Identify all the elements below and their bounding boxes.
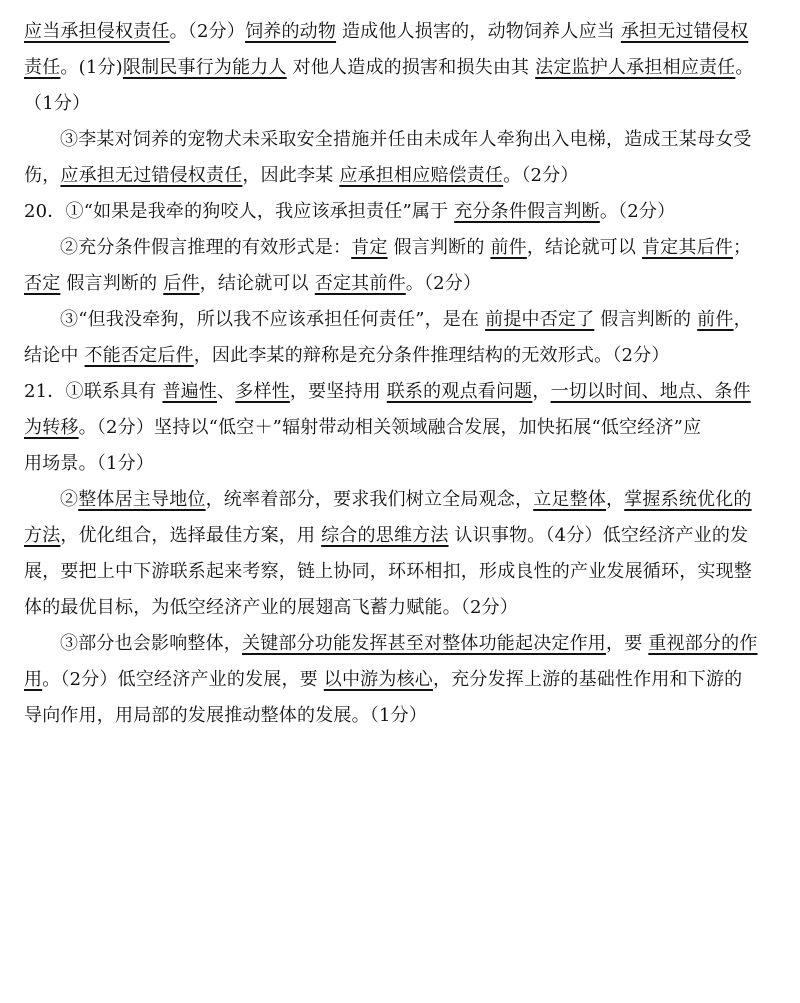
underlined-answer: 饲养的动物	[245, 21, 337, 42]
text-segment: 导向作用，用局部的发展推动整体的发展。（1分）	[24, 705, 428, 726]
text-segment: 、	[217, 381, 236, 402]
text-segment: ，结论就可以	[526, 237, 642, 258]
text-segment: ，因此李某的辩称是充分条件推理结构的无效形式。（2分）	[193, 345, 670, 366]
text-segment: ，	[606, 489, 625, 510]
underlined-answer: 责任	[24, 57, 61, 78]
text-segment: 。（2分）坚持以“低空＋”辐射带动相关领域融合发展，加快拓展“低空经济”应	[78, 417, 702, 438]
underlined-answer: 综合的思维方法	[321, 525, 449, 546]
underlined-answer: 承担无过错侵权	[620, 21, 749, 42]
underlined-answer: 后件	[163, 273, 200, 294]
text-segment: ，	[532, 381, 551, 402]
text-segment: ，要坚持用	[289, 381, 387, 402]
text-segment: 。（2分）	[599, 201, 676, 222]
text-segment: ③李某对饲养的宠物犬未采取安全措施并任由未成年人牵狗出入电梯，造成王某母女受	[60, 129, 752, 150]
text-line	[24, 446, 774, 482]
text-segment: 假言判断的	[60, 273, 164, 294]
underlined-answer: 法定监护人承担相应责任	[535, 57, 736, 78]
text-segment: ②	[60, 489, 79, 510]
text-line	[24, 374, 774, 410]
text-segment: 认识事物。（4分）低空经济产业的发	[448, 525, 749, 546]
text-segment: ③“但我没牵狗，所以我不应该承担任何责任”，是在	[60, 309, 486, 330]
text-segment: 。（2分）	[169, 21, 246, 42]
text-segment: 。(1分)	[60, 57, 123, 78]
underlined-answer: 关键部分功能发挥甚至对整体功能起决定作用	[242, 633, 606, 654]
text-segment: ③部分也会影响整体，	[60, 633, 242, 654]
text-line	[24, 302, 774, 338]
text-segment: 假言判断的	[594, 309, 698, 330]
text-segment: 21．①联系具有	[24, 381, 163, 402]
underlined-answer: 肯定	[351, 237, 388, 258]
text-line	[24, 482, 774, 518]
text-line	[24, 662, 774, 698]
text-segment: ，要	[606, 633, 649, 654]
text-line	[24, 266, 774, 302]
text-line	[24, 410, 774, 446]
underlined-answer: 否定其前件	[314, 273, 406, 294]
underlined-answer: 联系的观点看问题	[386, 381, 533, 402]
underlined-answer: 掌握系统优化的	[624, 489, 752, 510]
text-line	[24, 158, 774, 194]
text-segment: 体的最优目标，为低空经济产业的展翅高飞蓄力赋能。（2分）	[24, 597, 519, 618]
text-segment: 展，要把上中下游联系起来考察，链上协同，环环相扣，形成良性的产业发展循环，实现整	[24, 561, 752, 582]
underlined-answer: 应承担无过错侵权责任	[60, 165, 243, 186]
text-line	[24, 14, 774, 50]
text-line	[24, 194, 774, 230]
underlined-answer: 普遍性	[162, 381, 218, 402]
text-segment: ；	[732, 237, 752, 258]
text-segment: ，	[733, 309, 752, 330]
text-line	[24, 50, 774, 86]
underlined-answer: 肯定其后件	[641, 237, 733, 258]
text-segment: ，结论就可以	[199, 273, 315, 294]
underlined-answer: 用	[24, 669, 43, 690]
underlined-answer: 重视部分的作	[648, 633, 758, 654]
underlined-answer: 前提中否定了	[485, 309, 595, 330]
text-segment: 结论中	[24, 345, 85, 366]
text-segment: 伤，	[24, 165, 61, 186]
text-segment: 对他人造成的损害和损失由其	[286, 57, 536, 78]
text-line	[24, 590, 774, 626]
text-segment: ，因此李某	[242, 165, 340, 186]
underlined-answer: 一切以时间、地点、条件	[550, 381, 751, 402]
text-segment: ，充分发挥上游的基础性作用和下游的	[432, 669, 743, 690]
underlined-answer: 充分条件假言判断	[454, 201, 600, 222]
underlined-answer: 以中游为核心	[323, 669, 433, 690]
text-segment: ，统率着部分，要求我们树立全局观念，	[205, 489, 534, 510]
underlined-answer: 为转移	[24, 417, 79, 438]
underlined-answer: 限制民事行为能力人	[122, 57, 287, 78]
underlined-answer: 前件	[697, 309, 734, 330]
text-segment: （1分）	[24, 93, 91, 114]
text-line	[24, 554, 774, 590]
text-segment: 。	[735, 57, 754, 78]
underlined-answer: 前件	[490, 237, 527, 258]
underlined-answer: 不能否定后件	[84, 345, 194, 366]
underlined-answer: 应承担相应赔偿责任	[339, 165, 504, 186]
text-segment: 。（2分）低空经济产业的发展，要	[42, 669, 324, 690]
text-line	[24, 338, 774, 374]
text-line	[24, 626, 774, 662]
underlined-answer: 否定	[24, 273, 61, 294]
text-segment: 20．①“如果是我牵的狗咬人，我应该承担责任”属于	[24, 201, 455, 222]
underlined-answer: 整体居主导地位	[78, 489, 206, 510]
text-line	[24, 122, 774, 158]
text-segment: 造成他人损害的，动物饲养人应当	[336, 21, 621, 42]
text-line	[24, 86, 774, 122]
underlined-answer: 立足整体	[533, 489, 607, 510]
text-segment: 假言判断的	[387, 237, 491, 258]
text-segment: ②充分条件假言推理的有效形式是：	[60, 237, 352, 258]
text-segment: 。（2分）	[405, 273, 482, 294]
text-line	[24, 230, 774, 266]
answer-text	[24, 14, 774, 734]
text-segment: 用场景。（1分）	[24, 453, 155, 474]
underlined-answer: 多样性	[235, 381, 290, 402]
text-segment: ，优化组合，选择最佳方案，用	[60, 525, 322, 546]
underlined-answer: 应当承担侵权责任	[24, 21, 170, 42]
text-line	[24, 518, 774, 554]
text-line	[24, 698, 774, 734]
text-segment: 。（2分）	[503, 165, 579, 186]
underlined-answer: 方法	[24, 525, 61, 546]
